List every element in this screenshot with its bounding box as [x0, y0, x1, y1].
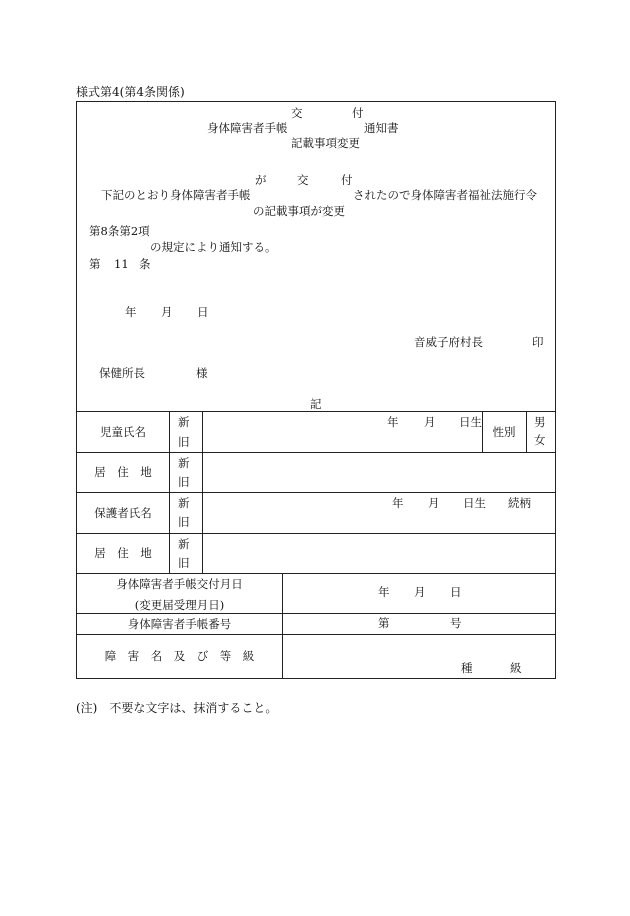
number-suffix: 号 — [450, 616, 462, 630]
date-year: 年 — [125, 305, 137, 319]
guardian-address-old: 旧 — [178, 556, 190, 570]
title-koufu-right: 付 — [352, 106, 364, 120]
number-prefix: 第 — [378, 616, 390, 630]
sex-label: 性別 — [492, 424, 516, 439]
date-day: 日 — [197, 305, 209, 319]
addressee-name: 保健所長 — [99, 366, 145, 380]
body-line2b: されたので身体障害者福祉法施行令 — [353, 188, 537, 202]
child-birth-year: 年 — [387, 415, 399, 429]
date-month: 月 — [161, 305, 173, 319]
issue-month: 月 — [414, 585, 426, 599]
guardian-name-label: 保護者氏名 — [94, 505, 152, 520]
child-address-new: 新 — [178, 456, 190, 470]
change-date-label: (変更届受理月日) — [134, 598, 225, 612]
issue-day: 日 — [450, 585, 462, 599]
body-eleven: 11 — [114, 257, 129, 271]
disability-kind: 種 — [461, 661, 473, 675]
issuer-seal: 印 — [532, 335, 544, 349]
body-ga: が — [255, 173, 267, 187]
guardian-birth-year: 年 — [392, 496, 404, 510]
child-old: 旧 — [178, 435, 190, 449]
title-notice: 通知書 — [364, 121, 399, 135]
title-koufu-left: 交 — [291, 106, 303, 120]
issuer-name: 音威子府村長 — [414, 335, 483, 349]
disability-grade: 級 — [510, 661, 522, 675]
body-line2a: 下記のとおり身体障害者手帳 — [101, 188, 251, 202]
guardian-address-new: 新 — [178, 537, 190, 551]
body-fu: 付 — [341, 173, 353, 187]
body-dai: 第 — [89, 257, 101, 271]
guardian-new: 新 — [178, 496, 190, 510]
disability-label: 障 害 名 及 び 等 級 — [104, 649, 255, 663]
child-name-label: 児童氏名 — [100, 424, 146, 439]
child-address-label: 居 住 地 — [94, 465, 152, 479]
form-label: 様式第4(第4条関係) — [76, 85, 185, 99]
body-article-8: 第8条第2項 — [89, 224, 150, 238]
sex-female: 女 — [534, 433, 546, 447]
child-birth-day: 日生 — [459, 415, 482, 429]
child-birth-month: 月 — [424, 415, 436, 429]
relation-label: 続柄 — [508, 496, 531, 510]
child-new: 新 — [178, 415, 190, 429]
body-line3: の記載事項が変更 — [253, 204, 345, 218]
footnote: (注) 不要な文字は、抹消すること。 — [76, 701, 278, 715]
guardian-old: 旧 — [178, 515, 190, 529]
body-line5: の規定により通知する。 — [150, 240, 277, 254]
child-address-old: 旧 — [178, 475, 190, 489]
guardian-birth-day: 日生 — [463, 496, 486, 510]
title-handbook: 身体障害者手帳 — [207, 121, 288, 135]
sex-male: 男 — [534, 415, 546, 429]
guardian-birth-month: 月 — [428, 496, 440, 510]
handbook-number-label: 身体障害者手帳番号 — [127, 616, 232, 631]
body-jou: 条 — [139, 257, 151, 271]
issue-date-label: 身体障害者手帳交付月日 — [116, 577, 243, 591]
title-change: 記載事項変更 — [291, 136, 360, 150]
form-frame — [76, 101, 556, 679]
ki-heading: 記 — [310, 397, 322, 411]
addressee-honorific: 様 — [196, 366, 208, 380]
guardian-address-label: 居 住 地 — [94, 546, 152, 560]
issue-year: 年 — [378, 585, 390, 599]
body-kou: 交 — [297, 173, 309, 187]
